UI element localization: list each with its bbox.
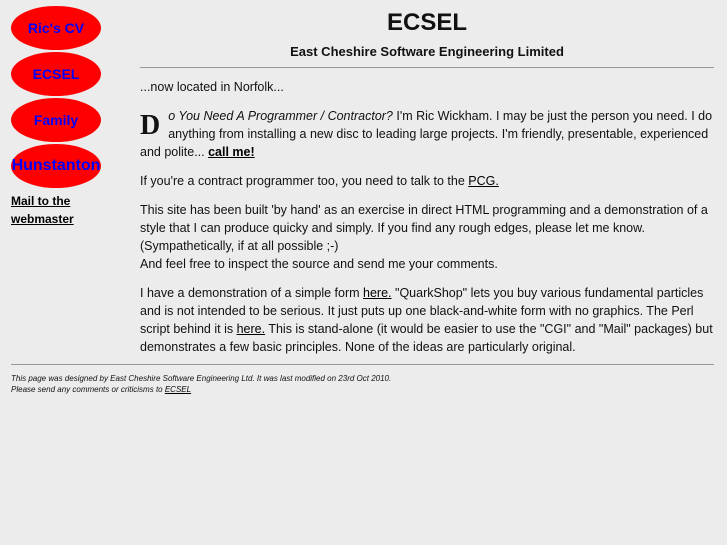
pcg-link[interactable]: PCG.	[468, 174, 499, 188]
intro-question: o You Need A Programmer / Contractor?	[168, 109, 393, 123]
nav-button-hunstanton[interactable]	[11, 144, 101, 188]
nav-button-label: Family	[33, 112, 79, 128]
mail-webmaster-link[interactable]: Mail to the webmaster	[11, 194, 74, 226]
nav-button-ricscv[interactable]	[11, 6, 101, 50]
page-subtitle: East Cheshire Software Engineering Limited	[290, 44, 564, 59]
nav-button-ecsel[interactable]	[11, 52, 101, 96]
footer-divider	[11, 364, 714, 365]
site-paragraph: This site has been built 'by hand' as an exercise in direct HTML programming and a demonstration of a style that I can produce quicky and simply. If you find any rough edges, please let me know. (Sympathetically, if at all possible ;-) And feel free to inspect the source and send me your comments.	[140, 203, 708, 271]
sidebar-nav	[11, 6, 129, 228]
page-header	[140, 8, 714, 59]
pcg-paragraph: If you're a contract programmer too, you need to talk to the PCG.	[140, 174, 499, 188]
page-title: ECSEL	[386, 9, 467, 36]
nav-button-family[interactable]	[11, 98, 101, 142]
header-divider	[140, 67, 714, 68]
form-demo-link[interactable]: here.	[363, 286, 392, 300]
demo-paragraph: I have a demonstration of a simple form here. "QuarkShop" lets you buy various fundamental particles and is not intended to be serious. It just puts up one black-and-white form with no graphics. The Perl script behind it is here. This is stand-alone (it would be easier to use the "CGI" and "Mail" packages) but demonstrates a few basic principles. None of the ideas are particularly original.	[140, 286, 713, 354]
drop-cap: D	[140, 110, 161, 141]
nav-button-label: Ric's CV	[27, 20, 85, 36]
main-content	[140, 78, 714, 367]
footer-modified-text: This page was designed by East Cheshire Software Engineering Ltd. It was last modified on 23rd Oct 2010.	[11, 374, 392, 383]
perl-script-link[interactable]: here.	[236, 322, 266, 336]
nav-button-label: ECSEL	[32, 66, 80, 82]
footer-ecsel-link[interactable]: ECSEL	[164, 385, 192, 394]
page-footer	[11, 373, 714, 395]
footer-contact-line: Please send any comments or criticisms to ECSEL	[11, 385, 192, 394]
call-me-link[interactable]: call me!	[208, 145, 255, 159]
nav-button-label: Hunstanton	[11, 157, 101, 174]
location-text: ...now located in Norfolk...	[140, 80, 284, 94]
intro-paragraph: Do You Need A Programmer / Contractor? I'm Ric Wickham. I may be just the person you need. I do anything from installing a new disc to leading large projects. I'm friendly, presentable, experienced and polite... call me!	[140, 109, 713, 159]
